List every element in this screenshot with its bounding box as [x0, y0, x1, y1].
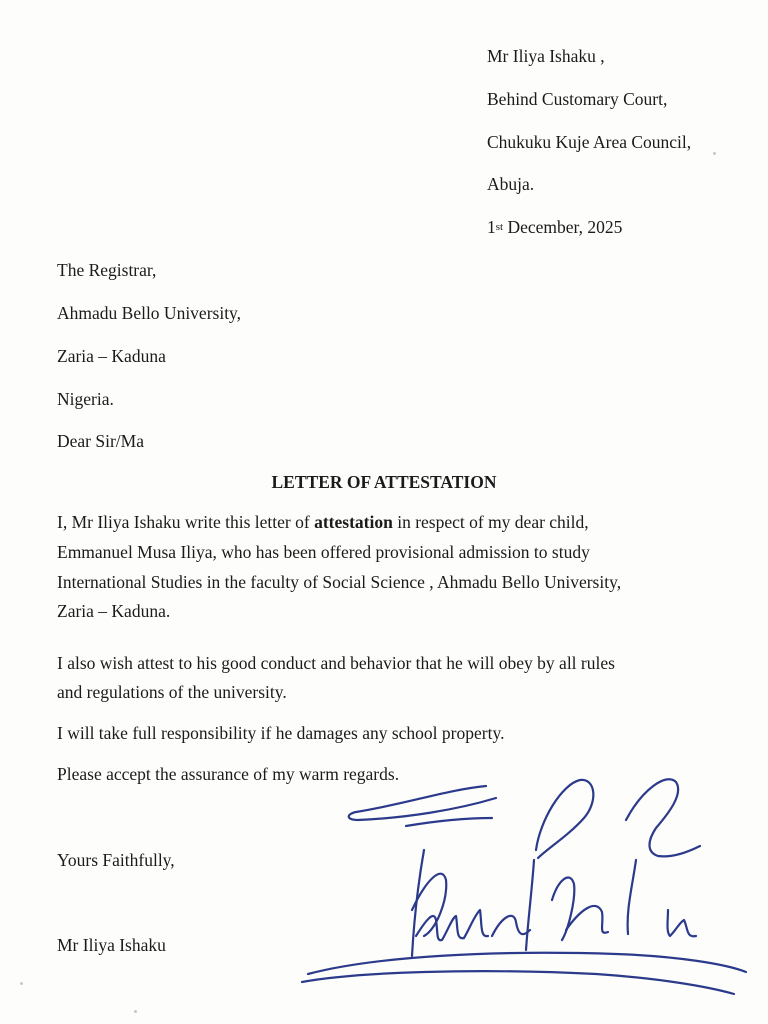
paragraph1-line2: Emmanuel Musa Iliya, who has been offered provisional admission to study: [57, 542, 590, 562]
scan-speck: [713, 152, 716, 155]
paragraph3: I will take full responsibility if he damages any school property.: [57, 723, 505, 743]
paragraph1-line4: Zaria – Kaduna.: [57, 601, 171, 621]
recipient-institution: Ahmadu Bello University,: [57, 303, 242, 323]
sender-name: Mr Iliya Ishaku ,: [487, 46, 605, 66]
paragraph2-line2: and regulations of the university.: [57, 682, 287, 702]
paragraph1-bold-word: attestation: [314, 512, 393, 532]
date-day: 1: [487, 217, 496, 237]
date-suffix: st: [495, 221, 504, 233]
recipient-title: The Registrar,: [57, 260, 157, 280]
sender-city: Abuja.: [487, 174, 535, 194]
paragraph2-line1: I also wish attest to his good conduct and behavior that he will obey by all rules: [57, 653, 615, 673]
signatory-name: Mr Iliya Ishaku: [57, 935, 166, 955]
paragraph1-line1: [57, 514, 589, 532]
handwritten-signature: [296, 760, 766, 1022]
letter-date: [487, 219, 622, 237]
scan-speck: [20, 982, 23, 985]
paragraph4: Please accept the assurance of my warm regards.: [57, 764, 400, 784]
sender-address-line2: Chukuku Kuje Area Council,: [487, 132, 692, 152]
sender-address-line1: Behind Customary Court,: [487, 89, 668, 109]
paragraph1-line1-before: I, Mr Iliya Ishaku write this letter of: [57, 512, 315, 532]
letter-subject: LETTER OF ATTESTATION: [271, 472, 497, 492]
date-rest: December, 2025: [503, 217, 623, 237]
closing: Yours Faithfully,: [57, 850, 175, 870]
salutation: Dear Sir/Ma: [57, 431, 144, 451]
paragraph1-line1-after: in respect of my dear child,: [392, 512, 589, 532]
recipient-country: Nigeria.: [57, 389, 114, 409]
paragraph1-line3: International Studies in the faculty of Social Science , Ahmadu Bello University,: [57, 572, 622, 592]
recipient-location: Zaria – Kaduna: [57, 346, 166, 366]
scan-speck: [134, 1010, 137, 1013]
